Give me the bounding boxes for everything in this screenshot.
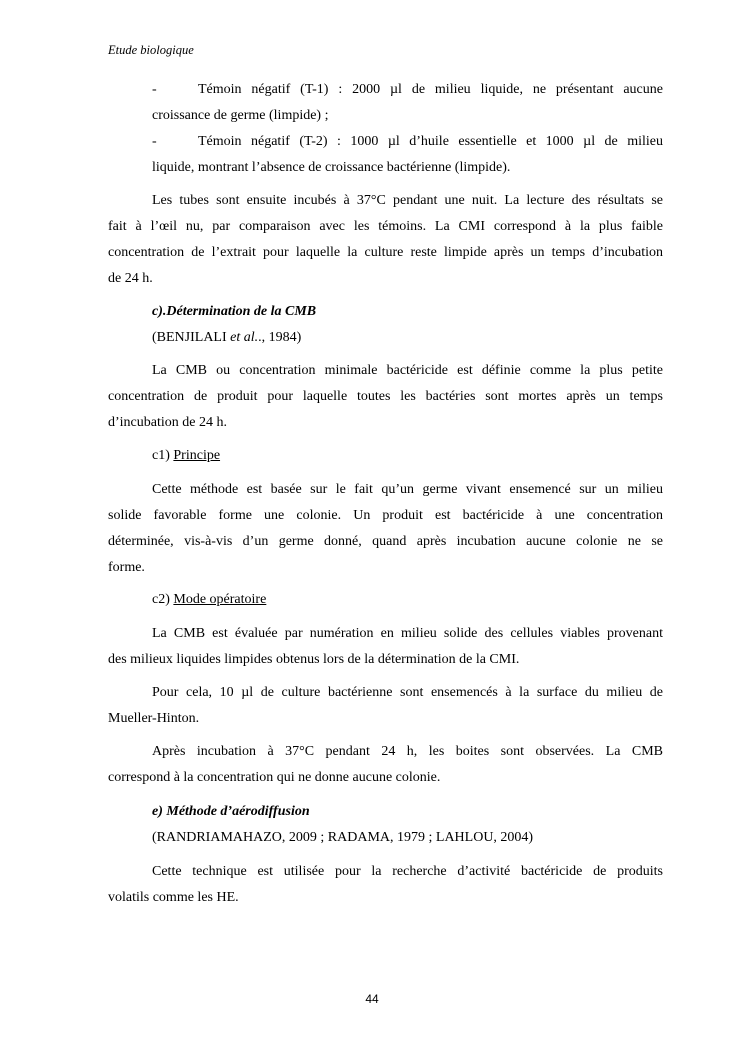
paragraph-mode-2: Pour cela, 10 µl de culture bactérienne sont ensemencés à la surface du milieu de Mueller-Hinton. [108, 685, 663, 726]
list-item: - Témoin négatif (T-2) : 1000 µl d’huile essentielle et 1000 µl de milieu liquide, montrant l’absence de croissance bactérienne (limpide). [152, 129, 663, 181]
subsection-heading: c1) Principe [152, 448, 221, 463]
subsection-principe [108, 443, 663, 469]
controls-list [152, 77, 663, 181]
reference: (BENJILALI et al.., 1984) [152, 330, 302, 345]
section-heading: e) Méthode d’aérodiffusion [152, 804, 310, 819]
paragraph-principe: Cette méthode est basée sur le fait qu’un germe vivant ensemencé sur un milieu solide favorable forme une colonie. Un produit est bactéricide à une concentration déterminée, vis-à-vis d’un germe donné, quand après incubation aucune colonie ne se forme. [108, 482, 663, 575]
paragraph-aerodiffusion: Cette technique est utilisée pour la recherche d’activité bactéricide de produits volatils comme les HE. [108, 864, 663, 905]
paragraph-incubation: Les tubes sont ensuite incubés à 37°C pendant une nuit. La lecture des résultats se fait à l’œil nu, par comparaison avec les témoins. La CMI correspond à la plus faible concentration de l’extrait pour laquelle la culture reste limpide après un temps d’incubation de 24 h. [108, 193, 663, 286]
paragraph-cmb-definition: La CMB ou concentration minimale bactéricide est définie comme la plus petite concentration de produit pour laquelle toutes les bactéries sont mortes après un temps d’incubation de 24 h. [108, 363, 663, 430]
running-header: Etude biologique [108, 43, 194, 57]
subsection-mode-operatoire [108, 587, 663, 613]
subsection-heading: c2) Mode opératoire [152, 592, 267, 607]
paragraph-mode-1: La CMB est évaluée par numération en milieu solide des cellules viables provenant des milieux liquides limpides obtenus lors de la détermination de la CMI. [108, 626, 663, 667]
section-cmb [108, 299, 663, 351]
list-item: - Témoin négatif (T-1) : 2000 µl de milieu liquide, ne présentant aucune croissance de germe (limpide) ; [152, 77, 663, 129]
section-heading: c).Détermination de la CMB [152, 304, 317, 319]
reference: (RANDRIAMAHAZO, 2009 ; RADAMA, 1979 ; LAHLOU, 2004) [152, 830, 534, 845]
list-dash: - [152, 134, 157, 149]
paragraph-mode-3: Après incubation à 37°C pendant 24 h, les boites sont observées. La CMB correspond à la concentration qui ne donne aucune colonie. [108, 744, 663, 785]
page-number: 44 [365, 992, 379, 1006]
list-dash: - [152, 82, 157, 97]
section-aerodiffusion [108, 799, 663, 851]
